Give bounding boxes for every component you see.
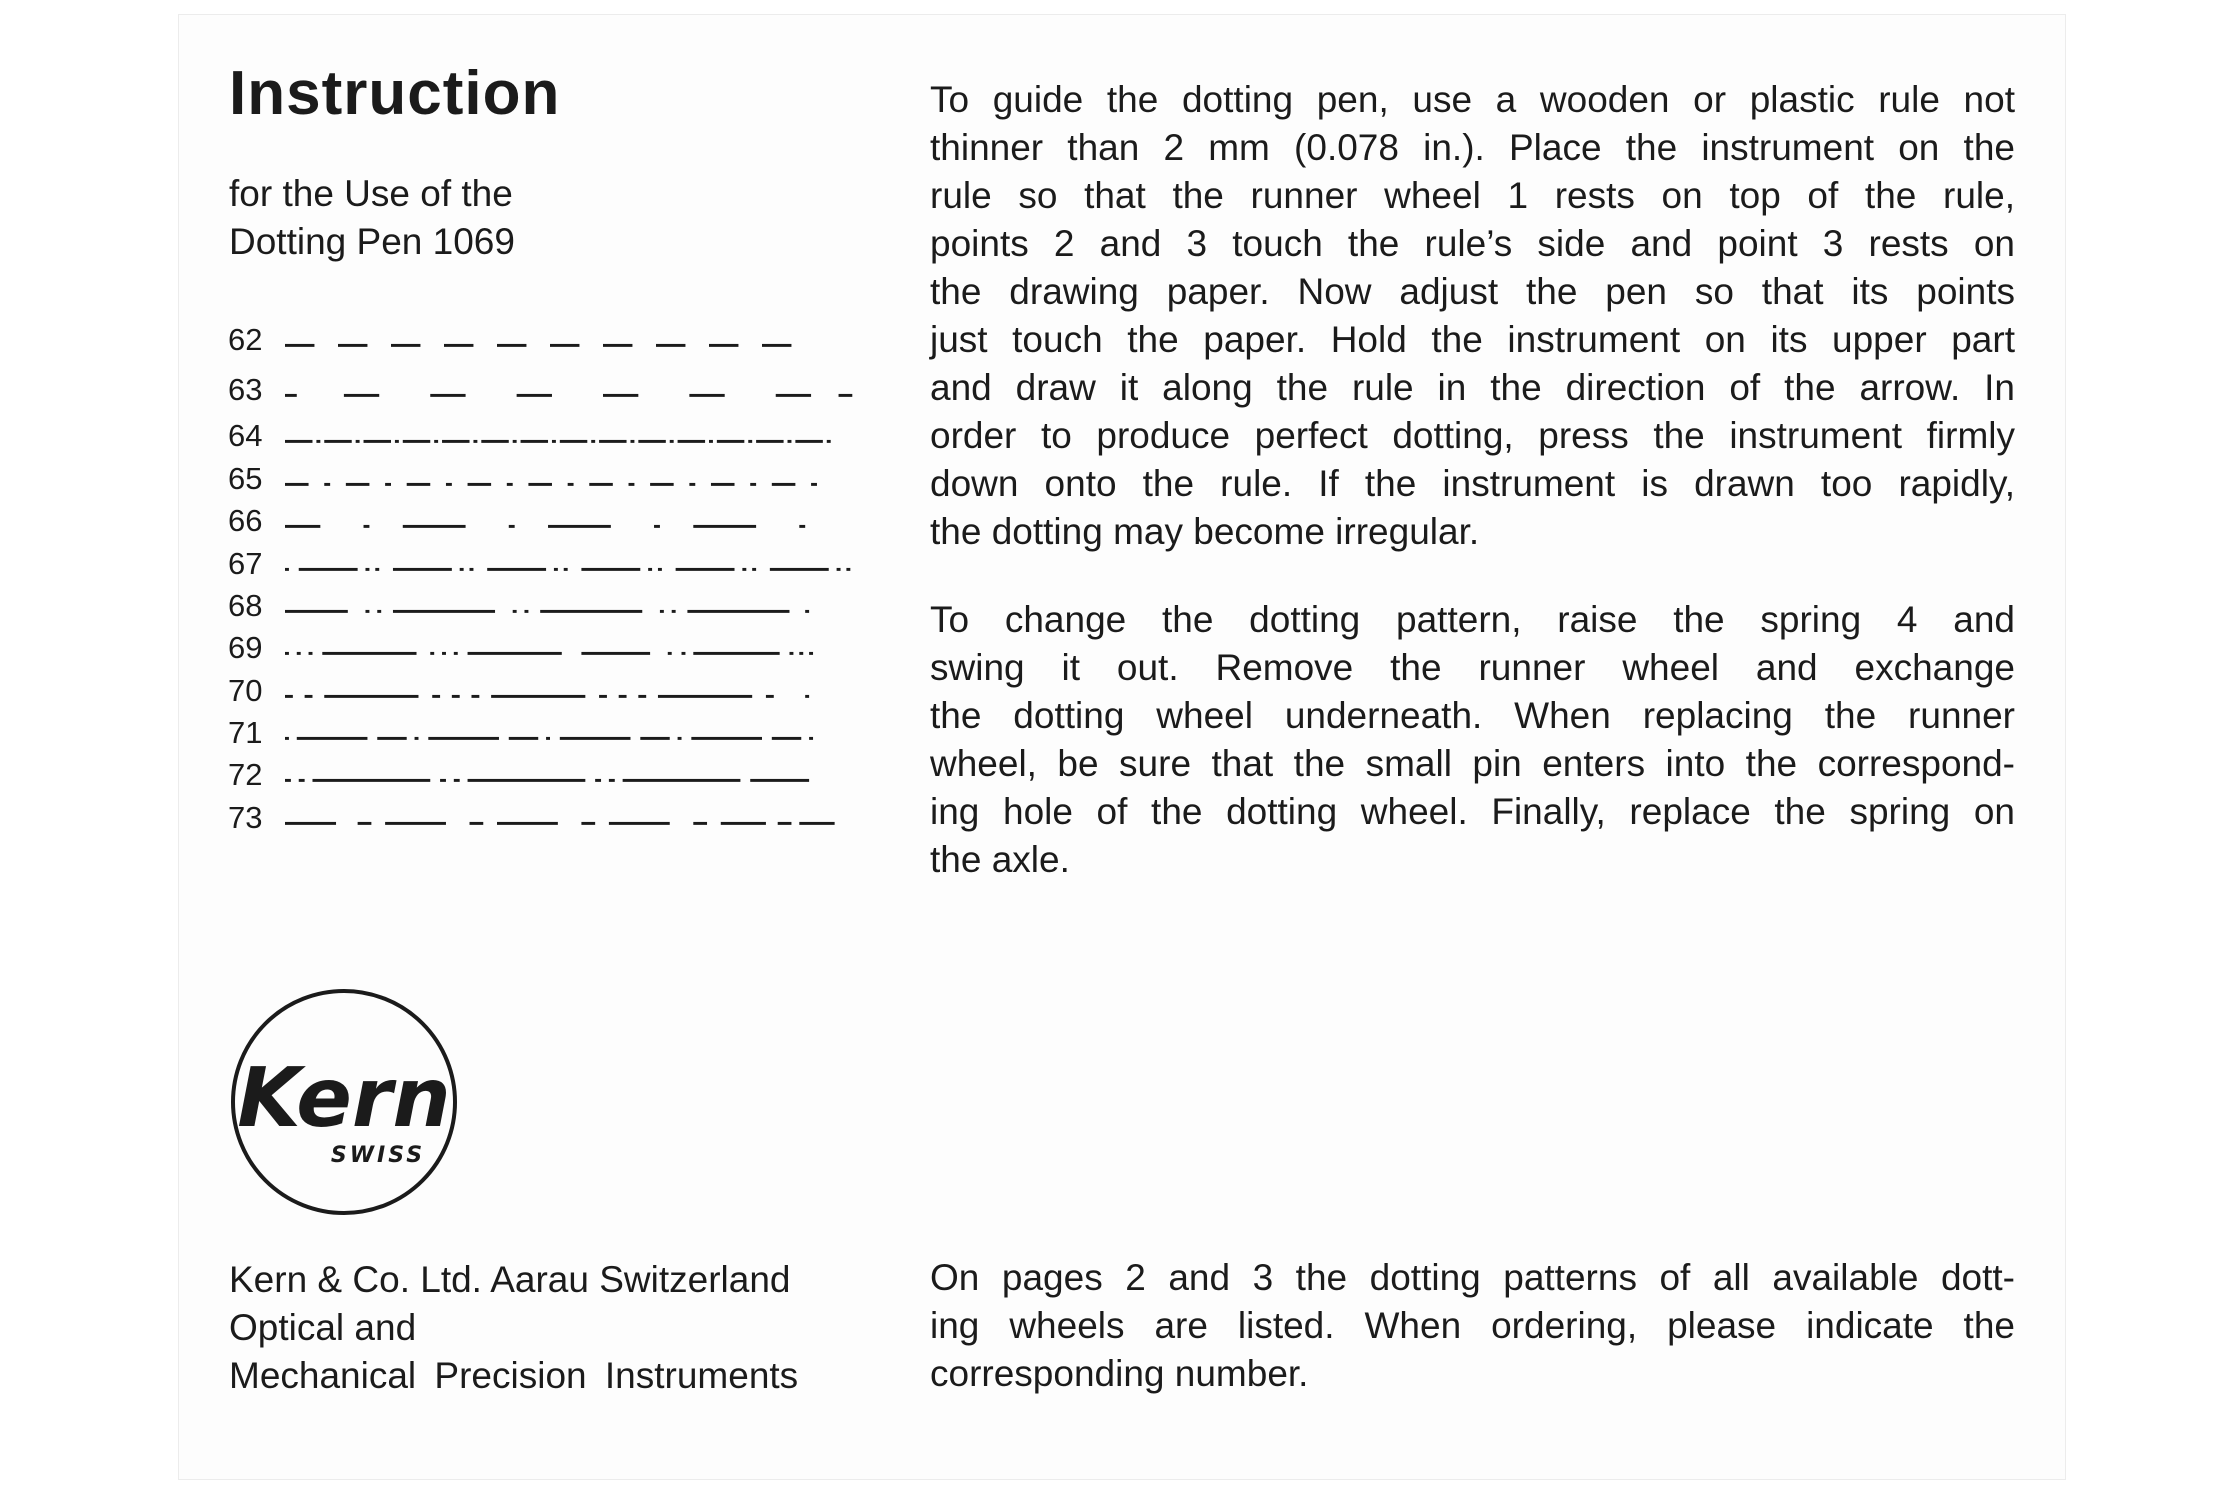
pattern-segment <box>788 440 792 443</box>
text-line: the drawing paper. Now adjust the pen so that its points <box>930 271 2015 312</box>
pattern-segment <box>305 695 313 698</box>
pattern-segment <box>619 695 627 698</box>
pattern-segment <box>599 695 607 698</box>
text-line: ing wheels are listed. When ordering, please indicate the <box>930 1305 2015 1346</box>
pattern-segment <box>799 525 805 528</box>
pattern-segment <box>377 737 406 740</box>
pattern-row-69 <box>228 628 828 668</box>
pattern-segment <box>324 483 330 486</box>
pattern-segment <box>285 483 309 486</box>
pattern-segment <box>717 440 744 443</box>
pattern-segment <box>603 344 632 347</box>
text-line: the axle. <box>930 839 1070 880</box>
pattern-segment <box>721 822 766 825</box>
pattern-segment <box>776 394 811 397</box>
pattern-segment <box>470 568 474 571</box>
pattern-segment <box>599 440 626 443</box>
pattern-row-64 <box>228 416 828 456</box>
pattern-segment <box>756 440 783 443</box>
company-line: Kern & Co. Ltd. Aarau Switzerland <box>229 1259 791 1300</box>
pattern-row-63 <box>228 370 828 410</box>
pattern-line-70 <box>285 671 815 711</box>
pattern-segment <box>403 440 430 443</box>
pattern-segment <box>322 652 416 655</box>
pattern-line-69 <box>285 628 815 668</box>
text-line: thinner than 2 mm (0.078 in.). Place the instrument on the <box>930 127 2015 168</box>
pattern-number: 73 <box>228 800 263 835</box>
pattern-segment <box>827 440 831 443</box>
pattern-segment <box>591 440 595 443</box>
pattern-segment <box>285 695 293 698</box>
pattern-segment <box>285 779 291 782</box>
pattern-segment <box>748 440 752 443</box>
pattern-segment <box>630 440 634 443</box>
pattern-segment <box>403 525 466 528</box>
pattern-segment <box>676 568 735 571</box>
pattern-segment <box>656 344 685 347</box>
pattern-segment <box>693 525 756 528</box>
pattern-segment <box>509 525 515 528</box>
pattern-segment <box>658 568 662 571</box>
pattern-segment <box>770 568 829 571</box>
company-line: Optical and <box>229 1307 417 1348</box>
pattern-segment <box>468 779 586 782</box>
pattern-segment <box>468 483 492 486</box>
pattern-segment <box>513 610 517 613</box>
pattern-segment <box>795 440 822 443</box>
text-line: the dotting may become irregular. <box>930 511 1480 552</box>
pattern-segment <box>297 737 368 740</box>
pattern-row-73 <box>228 798 828 838</box>
pattern-segment <box>391 344 420 347</box>
pattern-segment <box>442 440 469 443</box>
pattern-row-68 <box>228 586 828 626</box>
pattern-segment <box>393 610 495 613</box>
pattern-segment <box>540 610 642 613</box>
pattern-segment <box>687 610 789 613</box>
pattern-segment <box>338 344 367 347</box>
pattern-segment <box>546 737 550 740</box>
pattern-segment <box>750 483 756 486</box>
pattern-segment <box>454 652 458 655</box>
pattern-segment <box>581 822 595 825</box>
text-line: swing it out. Remove the runner wheel and exchange <box>930 647 2015 688</box>
pattern-segment <box>285 737 289 740</box>
pattern-segment <box>709 440 713 443</box>
pattern-number: 62 <box>228 322 263 357</box>
text-line: corresponding number. <box>930 1353 1309 1394</box>
pattern-segment <box>454 779 460 782</box>
subtitle-line: for the Use of the <box>229 173 513 214</box>
pattern-segment <box>581 568 640 571</box>
pattern-segment <box>693 652 779 655</box>
pattern-number: 70 <box>228 673 263 708</box>
subtitle-line: Dotting Pen 1069 <box>229 221 515 262</box>
pattern-row-66 <box>228 501 828 541</box>
pattern-segment <box>285 525 320 528</box>
pattern-line-71 <box>285 713 815 753</box>
pattern-segment <box>285 568 289 571</box>
pattern-segment <box>609 779 615 782</box>
pattern-segment <box>650 483 674 486</box>
pattern-segment <box>299 779 305 782</box>
pattern-segment <box>460 568 464 571</box>
pattern-segment <box>589 483 613 486</box>
pattern-segment <box>344 394 379 397</box>
pattern-segment <box>468 652 562 655</box>
pattern-number: 71 <box>228 715 263 750</box>
pattern-line-73 <box>285 798 815 838</box>
paragraph-guide <box>930 76 2015 556</box>
text-line: points 2 and 3 touch the rule’s side and point 3 rests on <box>930 223 2015 264</box>
text-line: and draw it along the rule in the direction of the arrow. In <box>930 367 2015 408</box>
pattern-segment <box>603 394 638 397</box>
pattern-segment <box>678 440 705 443</box>
pattern-segment <box>365 568 369 571</box>
pattern-segment <box>552 440 556 443</box>
pattern-row-62 <box>228 320 828 360</box>
pattern-number: 64 <box>228 418 263 453</box>
pattern-segment <box>491 695 585 698</box>
pattern-line-67 <box>285 544 815 584</box>
pattern-segment <box>446 483 452 486</box>
pattern-segment <box>513 440 517 443</box>
pattern-segment <box>660 610 664 613</box>
pattern-segment <box>470 822 484 825</box>
pattern-segment <box>324 440 351 443</box>
pattern-segment <box>799 652 803 655</box>
pattern-segment <box>430 652 434 655</box>
pattern-segment <box>772 483 796 486</box>
pattern-segment <box>658 695 752 698</box>
pattern-segment <box>481 440 508 443</box>
pattern-segment <box>742 568 746 571</box>
pattern-segment <box>377 610 381 613</box>
paragraph-change-pattern <box>930 596 2015 884</box>
pattern-segment <box>309 652 313 655</box>
pattern-number: 65 <box>228 461 263 496</box>
pattern-segment <box>711 483 735 486</box>
pattern-line-65 <box>285 459 815 499</box>
pattern-line-66 <box>285 501 815 541</box>
pattern-number: 68 <box>228 588 263 623</box>
pattern-segment <box>668 652 672 655</box>
pattern-line-68 <box>285 586 815 626</box>
pattern-segment <box>672 610 676 613</box>
company-info <box>229 1256 798 1400</box>
pattern-segment <box>548 525 611 528</box>
pattern-segment <box>581 652 650 655</box>
logo-subtext: SWISS <box>330 1143 426 1168</box>
text-line: To guide the dotting pen, use a wooden or plastic rule not <box>930 79 2015 120</box>
pattern-segment <box>442 652 446 655</box>
pattern-segment <box>691 737 762 740</box>
pattern-segment <box>846 568 850 571</box>
pattern-segment <box>809 737 813 740</box>
pattern-segment <box>524 610 528 613</box>
pattern-segment <box>550 344 579 347</box>
pattern-segment <box>689 394 724 397</box>
pattern-segment <box>285 610 348 613</box>
pattern-segment <box>709 344 738 347</box>
pattern-segment <box>517 394 552 397</box>
pattern-segment <box>444 344 473 347</box>
pattern-segment <box>297 652 301 655</box>
pattern-segment <box>778 822 792 825</box>
text-line: order to produce perfect dotting, press the instrument firmly <box>930 415 2015 456</box>
pattern-line-63 <box>285 370 815 410</box>
pattern-segment <box>324 695 418 698</box>
pattern-row-72 <box>228 755 828 795</box>
text-line: On pages 2 and 3 the dotting patterns of all available dott- <box>930 1257 2015 1298</box>
pattern-segment <box>407 483 431 486</box>
pattern-segment <box>648 568 652 571</box>
pattern-segment <box>638 695 646 698</box>
pattern-row-67 <box>228 544 828 584</box>
pattern-segment <box>805 610 809 613</box>
pattern-segment <box>837 568 841 571</box>
pattern-number: 72 <box>228 757 263 792</box>
text-line: To change the dotting pattern, raise the spring 4 and <box>930 599 2015 640</box>
paragraph-ordering <box>930 1254 2015 1398</box>
pattern-segment <box>595 779 601 782</box>
pattern-segment <box>385 822 446 825</box>
pattern-segment <box>473 440 477 443</box>
pattern-segment <box>358 822 372 825</box>
pattern-segment <box>507 483 513 486</box>
pattern-segment <box>799 822 834 825</box>
pattern-segment <box>805 695 809 698</box>
pattern-segment <box>560 440 587 443</box>
subtitle <box>229 170 515 266</box>
text-line: down onto the rule. If the instrument is drawn too rapidly, <box>930 463 2015 504</box>
pattern-segment <box>564 568 568 571</box>
pattern-segment <box>385 483 391 486</box>
page-title: Instruction <box>229 59 561 128</box>
pattern-segment <box>375 568 379 571</box>
pattern-segment <box>678 737 682 740</box>
pattern-segment <box>299 568 358 571</box>
pattern-segment <box>285 822 336 825</box>
pattern-segment <box>430 394 465 397</box>
pattern-row-71 <box>228 713 828 753</box>
pattern-line-64 <box>285 416 815 456</box>
pattern-segment <box>285 394 297 397</box>
pattern-segment <box>528 483 552 486</box>
pattern-row-70 <box>228 671 828 711</box>
logo-wordmark: Kern <box>237 1051 451 1146</box>
pattern-line-72 <box>285 755 815 795</box>
pattern-number: 67 <box>228 546 263 581</box>
pattern-segment <box>568 483 574 486</box>
pattern-segment <box>560 737 631 740</box>
pattern-segment <box>312 779 430 782</box>
kern-swiss-logo <box>228 986 460 1218</box>
pattern-segment <box>364 525 370 528</box>
pattern-segment <box>346 483 370 486</box>
pattern-segment <box>640 737 669 740</box>
pattern-segment <box>316 440 320 443</box>
pattern-segment <box>356 440 360 443</box>
pattern-segment <box>839 394 853 397</box>
pattern-segment <box>762 344 791 347</box>
pattern-segment <box>682 652 686 655</box>
text-line: rule so that the runner wheel 1 rests on top of the rule, <box>930 175 2015 216</box>
pattern-segment <box>521 440 548 443</box>
pattern-segment <box>487 568 546 571</box>
pattern-segment <box>415 737 419 740</box>
pattern-segment <box>629 483 635 486</box>
pattern-segment <box>395 440 399 443</box>
pattern-number: 66 <box>228 503 263 538</box>
pattern-segment <box>752 568 756 571</box>
pattern-segment <box>766 695 774 698</box>
text-line: just touch the paper. Hold the instrument on its upper part <box>930 319 2015 360</box>
pattern-segment <box>670 440 674 443</box>
pattern-segment <box>364 440 391 443</box>
text-line: wheel, be sure that the small pin enters into the correspond- <box>930 743 2015 784</box>
pattern-segment <box>638 440 665 443</box>
pattern-row-65 <box>228 459 828 499</box>
pattern-segment <box>434 440 438 443</box>
pattern-segment <box>285 652 289 655</box>
pattern-segment <box>509 737 538 740</box>
pattern-list <box>228 320 828 840</box>
pattern-segment <box>811 483 817 486</box>
pattern-segment <box>654 525 660 528</box>
pattern-segment <box>750 779 809 782</box>
pattern-line-62 <box>285 320 815 360</box>
pattern-segment <box>440 779 446 782</box>
pattern-segment <box>471 695 479 698</box>
pattern-segment <box>497 344 526 347</box>
text-line: ing hole of the dotting wheel. Finally, replace the spring on <box>930 791 2015 832</box>
pattern-segment <box>452 695 460 698</box>
pattern-segment <box>609 822 670 825</box>
pattern-segment <box>285 440 312 443</box>
pattern-segment <box>393 568 452 571</box>
pattern-segment <box>432 695 440 698</box>
pattern-segment <box>693 822 707 825</box>
pattern-segment <box>428 737 499 740</box>
pattern-number: 69 <box>228 630 263 665</box>
pattern-segment <box>497 822 558 825</box>
pattern-segment <box>689 483 695 486</box>
company-line: Mechanical Precision Instruments <box>229 1355 799 1396</box>
text-line: the dotting wheel underneath. When replacing the runner <box>930 695 2015 736</box>
pattern-number: 63 <box>228 372 263 407</box>
pattern-segment <box>789 652 793 655</box>
pattern-segment <box>285 344 314 347</box>
pattern-segment <box>554 568 558 571</box>
pattern-segment <box>809 652 813 655</box>
pattern-segment <box>772 737 801 740</box>
pattern-segment <box>623 779 741 782</box>
pattern-segment <box>365 610 369 613</box>
